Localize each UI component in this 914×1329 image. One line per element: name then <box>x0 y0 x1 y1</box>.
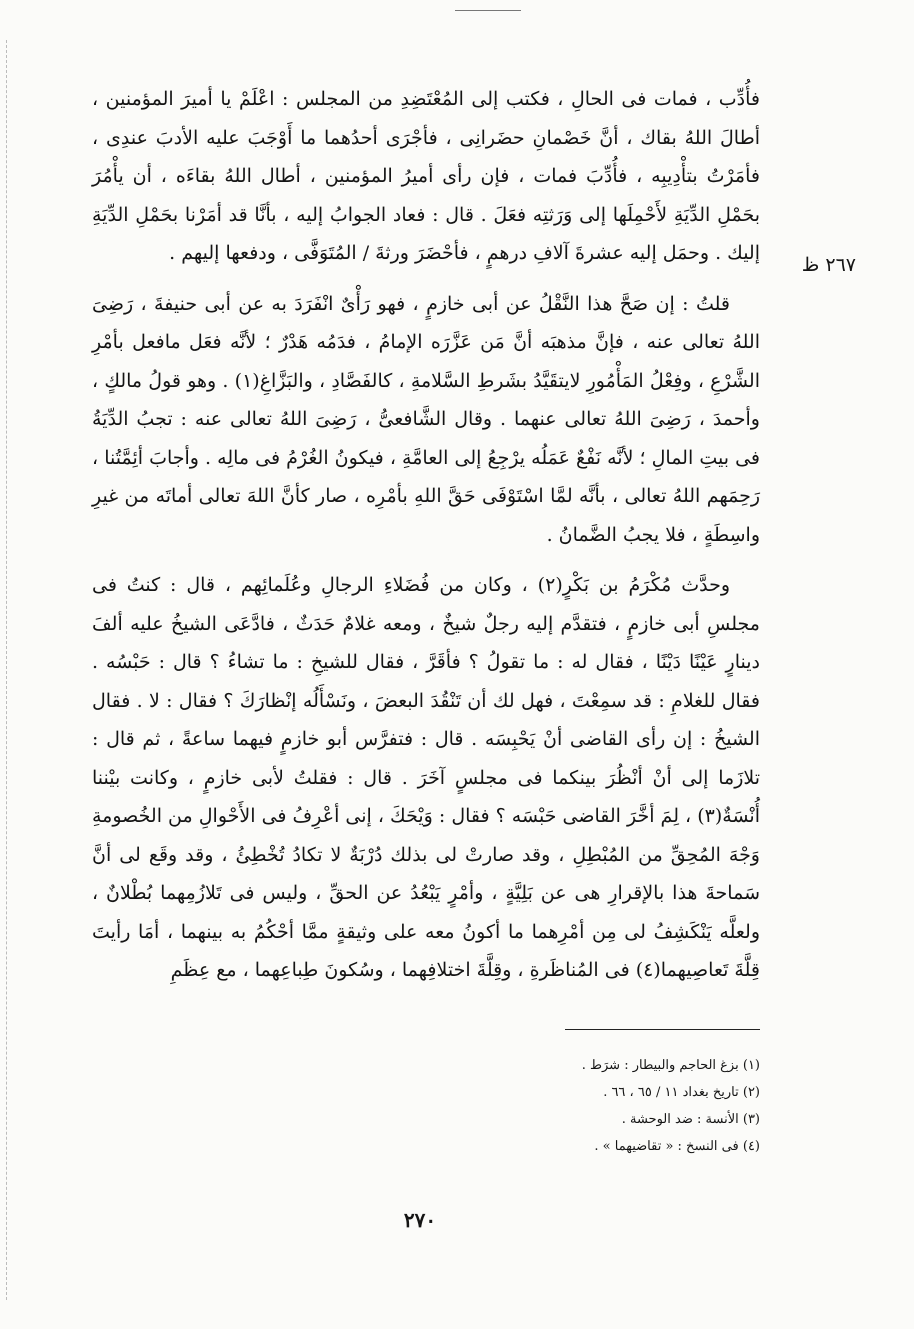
footnotes <box>260 1052 760 1160</box>
footnote-4: (٤) فى النسخ : « تقاضيهما » . <box>594 1139 760 1154</box>
page-number: ٢٧٠ <box>403 1208 437 1232</box>
footnote-separator <box>565 1029 760 1030</box>
footnote-1: (١) بزغ الحاجم والبيطار : شرَط . <box>581 1058 760 1073</box>
footnote-3: (٣) الأنسة : ضد الوحشة . <box>621 1112 760 1127</box>
footnote-2: (٢) تاريخ بغداد ١١ / ٦٥ ، ٦٦ . <box>603 1085 760 1100</box>
paragraph-2: قلتُ : إن صَحَّ هذا النَّقْلُ عن أبى خازمٍ ، فهو رَأْىٌ انْفَرَدَ به عن أبى حنيفةَ ، رَضِىَ اللهُ تعالى عنه ، فإنَّ مذهبَه أنَّ مَن عَزَّرَه الإمامُ ، فدَمُه هَدْرٌ ؛ لأنَّه فعَل مافعل بأمْرِ الشَّرْعِ ، وفِعْلُ المَأْمُورِ لايتقَيَّدُ بشَرطِ السَّلامةِ ، كالفَصَّادِ ، والبَزَّاغِ(١) . وهو قولُ مالكٍ ، وأحمدَ ، رَضِىَ اللهُ تعالى عنهما . وقال الشَّافعىُّ ، رَضِىَ اللهُ تعالى عنه : تجبُ الدِّيَةُ فى بيتِ المالِ ؛ لأنَّه نَفْعٌ عَمَلُه يرْجِعُ إلى العامَّةِ ، فيكونُ الغُرْمُ فى مالِه . وأجابَ أئِمَّتُنا ، رَحِمَهم اللهُ تعالى ، بأنَّه لمَّا اسْتَوْفَى حَقَّ اللهِ بأمْرِه ، صار كأنَّ اللهَ تعالى أماتَه من غيرِ واسِطَةٍ ، فلا يجبُ الضَّمانُ . <box>92 292 760 546</box>
top-rule <box>455 10 521 11</box>
paragraph-1: فأُدِّب ، فمات فى الحالِ ، فكتب إلى المُعْتَضِدِ من المجلس : اعْلَمْ يا أميرَ المؤمنين ، أطالَ اللهُ بقاك ، أنَّ خَصْمانِ حضَرانِى ، فأجْرَى أحدُهما ما أَوْجَبَ عليه الأدبَ عندِى ، فأمَرْتُ بتأْدِيبِه ، فأُدِّبَ فمات ، فإن رأى أميرُ المؤمنين ، أطال اللهُ بقاءَه ، أن يأْمُرَ بحَمْلِ الدِّيَةِ لأَحْمِلَها إلى وَرَثتِه فعَلَ . قال : فعاد الجوابُ إليه ، بأنَّا قد أمَرْنا بحَمْلِ الدِّيَةِ إليك . وحمَل إليه عشرةَ آلافِ درهمٍ ، فأحْضَرَ ورثةَ / المُتَوَفَّى ، ودفعها إليهم . <box>92 88 760 264</box>
main-text <box>92 80 760 1002</box>
margin-folio-note: ٢٦٧ ظ <box>801 254 856 276</box>
paragraph-3: وحدَّث مُكْرَمُ بن بَكْرٍ(٢) ، وكان من فُضَلاءِ الرجالِ وعُلَمائِهم ، قال : كنتُ فى مجلسِ أبى خازمٍ ، فتقدَّم إليه رجلٌ شيخٌ ، ومعه غلامٌ حَدَثٌ ، فادَّعَى الشيخُ عليه ألفَ دينارٍ عَيْنًا دَيْنًا ، فقال له : ما تقولُ ؟ فأقَرَّ ، فقال للشيخِ : ما تشاءُ ؟ قال : حَبْسُه . فقال للغلامِ : قد سمِعْتَ ، فهل لك أن تَنْقُدَ البعضَ ، ونَسْأَلُه إنْظارَكَ ؟ فقال : لا . فقال الشيخُ : إن رأى القاضى أنْ يَحْبِسَه . قال : فتفرَّس أبو خازمٍ فيهما ساعةً ، ثم قال : تلازَما إلى أنْ أنْظُرَ بينكما فى مجلسٍ آخَرَ . قال : فقلتُ لأبى خازمٍ ، وكانت بيْننا أُنْسَةٌ(٣) ، لِمَ أخَّرَ القاضى حَبْسَه ؟ فقال : وَيْحَكَ ، إنى أعْرِفُ فى الأَحْوالِ من الخُصومةِ وَجْهَ المُحِقِّ من المُبْطِلِ ، وقد صارتْ لى بذلك دُرْبَةٌ لا تكادُ تُخْطِئُ ، وقد وقَع لى أنَّ سَماحةَ هذا بالإقرارِ هى عن بَلِيَّةٍ ، وأمْرٍ يَبْعُدُ عن الحقِّ ، وليس فى تَلازُمِهما بُطْلانٌ ، ولعلَّه يَنْكَشِفُ لى مِن أمْرِهما ما أكونُ معه على وثيقةٍ ممَّا أحْكُمُ به بينهما ، أمَا رأيتَ قِلَّةَ تَعاصِيهما(٤) فى المُناظَرةِ ، وقِلَّةَ اختلافِهما ، وسُكونَ طِباعِهما ، مع عِظَمِ <box>92 574 760 981</box>
binding-edge <box>6 40 7 1300</box>
